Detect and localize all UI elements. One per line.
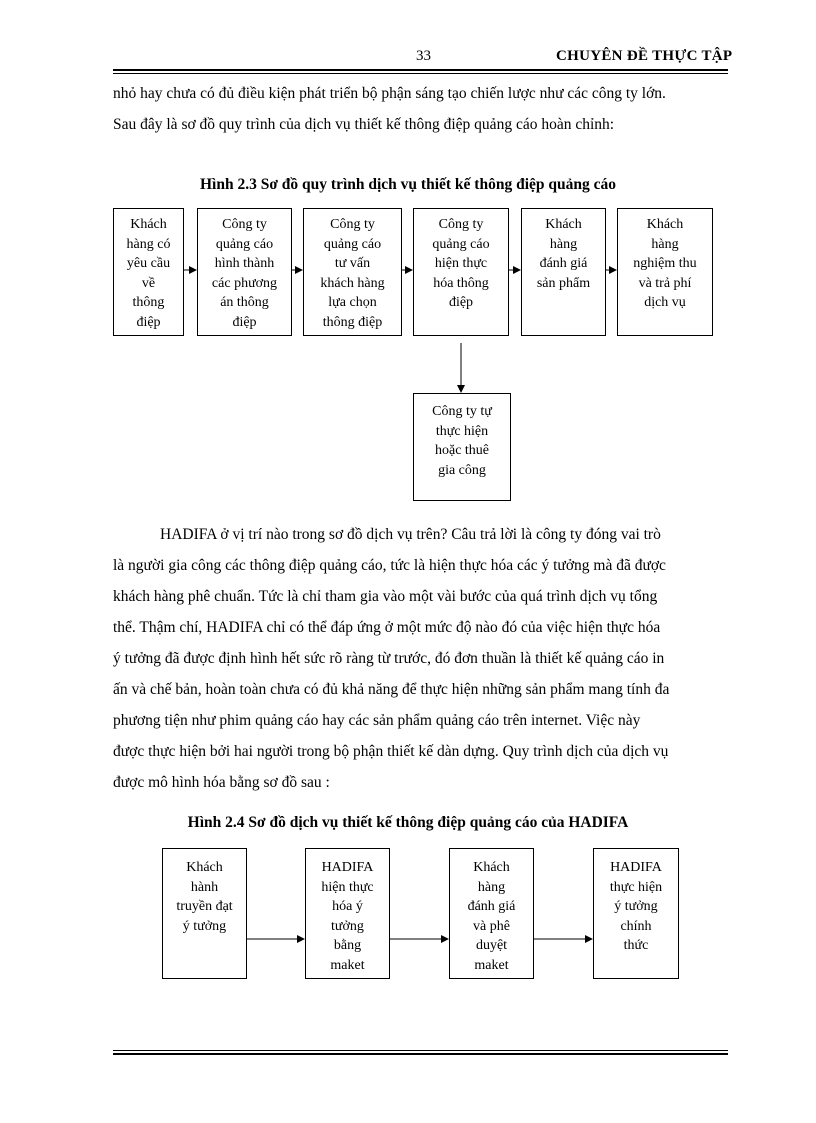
body-line: phương tiện như phim quảng cáo hay các sản phẩm quảng cáo trên internet. Việc này <box>113 712 641 729</box>
box-text-line: ý tưởng <box>182 918 227 934</box>
box-text-line: đánh giá <box>467 899 516 914</box>
box-text-line: hóa ý <box>332 899 363 914</box>
box-text-line: Khách <box>473 860 510 875</box>
box-text-line: Công ty <box>222 217 267 232</box>
box-text-line: quảng cáo <box>323 236 382 252</box>
box-text-line: maket <box>474 957 509 973</box>
box-text-line: HADIFA <box>321 860 374 875</box>
box-text-line: thức <box>623 938 649 953</box>
box-text-line: án thông <box>220 295 269 310</box>
box-text-line: Công ty <box>438 217 484 232</box>
box-text-line: hàng <box>549 236 578 252</box>
body-line: ấn và chế bản, hoàn toàn chưa có đủ khả năng để thực hiện những sản phẩm mang tính đa <box>113 681 670 698</box>
box-text-line: Khách <box>130 217 167 232</box>
box-text-line: điệp <box>448 295 474 310</box>
box-text-line: quảng cáo <box>432 236 490 252</box>
box-text-line: hình thành <box>214 256 275 271</box>
box-text-line: hoặc thuê <box>434 443 490 458</box>
box-text-line: hóa thông <box>433 275 489 291</box>
intro-line: nhỏ hay chưa có đủ điều kiện phát triển bộ phận sáng tạo chiến lược như các công ty lớn. <box>113 85 666 102</box>
figure2-caption: Hình 2.4 Sơ đồ dịch vụ thiết kế thông điệp quảng cáo của HADIFA <box>187 814 629 831</box>
box-text-line: điệp <box>136 314 161 330</box>
box-text-line: dịch vụ <box>644 295 686 310</box>
box-text-line: Công ty <box>330 217 375 232</box>
box-text-line: maket <box>330 957 365 973</box>
header-title: CHUYÊN ĐỀ THỰC TẬP <box>556 48 733 64</box>
box-text-line: Khách <box>545 217 582 232</box>
box-text-line: về <box>141 275 156 291</box>
box-text-line: ý tưởng <box>614 899 658 914</box>
box-text-line: sản phẩm <box>536 275 591 291</box>
box-text-line: thông <box>132 295 165 310</box>
intro-line: Sau đây là sơ đồ quy trình của dịch vụ thiết kế thông điệp quảng cáo hoàn chỉnh: <box>113 116 615 133</box>
box-text-line: chính <box>620 918 652 934</box>
box-text-line: khách hàng <box>320 275 385 291</box>
box-text-line: thực hiện <box>609 879 663 895</box>
box-text-line: hành <box>190 879 219 895</box>
body-line: là người gia công các thông điệp quảng cáo, tức là hiện thực hóa các ý tưởng mà đã được <box>113 557 666 574</box>
box-text-line: tư vấn <box>334 256 371 271</box>
box-text-line: tưởng <box>331 918 364 934</box>
box-text-line: đánh giá <box>539 256 588 271</box>
box-text-line: hiện thực <box>434 256 488 271</box>
page-number: 33 <box>416 48 431 64</box>
box-text-line: các phương <box>211 275 278 291</box>
box-text-line: hiện thực <box>321 879 374 895</box>
body-line: được thực hiện bởi hai người trong bộ phận thiết kế dàn dựng. Quy trình dịch của dịch vụ <box>113 743 669 760</box>
box-text-line: gia công <box>438 462 486 478</box>
box-text-line: điệp <box>232 314 257 330</box>
box-text-line: yêu cầu <box>126 256 171 271</box>
box-text-line: HADIFA <box>610 860 662 875</box>
figure1-caption: Hình 2.3 Sơ đồ quy trình dịch vụ thiết kế thông điệp quảng cáo <box>199 176 616 193</box>
box-text-line: và phê <box>473 918 510 934</box>
box-text-line: hàng <box>477 879 506 895</box>
box-text-line: hàng <box>651 236 679 252</box>
box-text-line: duyệt <box>475 938 508 953</box>
box-text-line: quảng cáo <box>215 236 274 252</box>
box-text-line: Khách <box>186 860 223 875</box>
body-line: HADIFA ở vị trí nào trong sơ đồ dịch vụ trên? Câu trả lời là công ty đóng vai trò <box>160 526 661 543</box>
box-text-line: bằng <box>333 938 362 953</box>
box-text-line: Khách <box>646 217 684 232</box>
box-text-line: và trả phí <box>638 275 692 291</box>
body-line: ý tưởng đã được định hình hết sức rõ ràng từ trước, đó đơn thuần là thiết kế quảng cáo in <box>113 650 665 667</box>
footer-rule-thin <box>113 1050 728 1051</box>
box-text-line: thông điệp <box>322 314 383 330</box>
box-text-line: nghiệm thu <box>633 256 697 271</box>
box-text-line: thực hiện <box>435 423 489 439</box>
body-line: thể. Thậm chí, HADIFA chỉ có thể đáp ứng ở một mức độ nào đó của việc hiện thực hóa <box>113 619 661 636</box>
box-text-line: lựa chọn <box>328 295 377 310</box>
body-line: được mô hình hóa bằng sơ đồ sau : <box>113 774 330 791</box>
footer-rule <box>113 1053 728 1055</box>
box-text-line: truyền đạt <box>176 899 233 914</box>
body-line: khách hàng phê chuẩn. Tức là chỉ tham gia vào một vài bước của quá trình dịch vụ tổng <box>113 588 658 605</box>
box-text-line: Công ty tự <box>432 404 492 419</box>
box-text-line: hàng có <box>126 236 171 252</box>
